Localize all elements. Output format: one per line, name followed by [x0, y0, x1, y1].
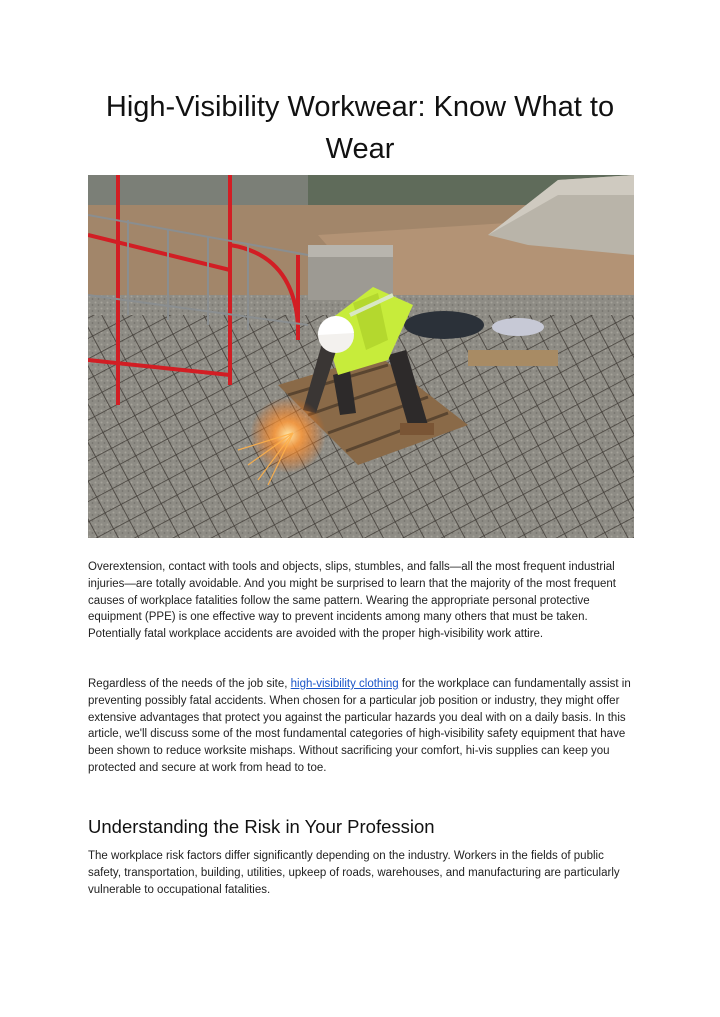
paragraph-text-after-link: for the workplace can fundamentally assist in preventing possibly fatal accidents. When chosen for a particular job position or industry, they might offer extensive advantages that protect you against the particular hazards you deal with on a daily basis. In this article, we'll discuss some of the most fundamental categories of high-visibility safety equipment that have been shown to reduce worksite mishaps. Without sacrificing your comfort, hi-vis supplies can keep you protected and secure at work from head to toe.	[88, 678, 631, 774]
risk-paragraph: The workplace risk factors differ significantly depending on the industry. Workers in the fields of public safety, transportation, building, utilities, upkeep of roads, warehouses, and manufacturing are particularly vulnerable to occupational fatalities.	[88, 850, 620, 896]
high-visibility-clothing-link[interactable]: high-visibility clothing	[290, 678, 399, 690]
hero-image	[88, 175, 634, 538]
intro-paragraph: Overextension, contact with tools and objects, slips, stumbles, and falls—all the most frequent industrial injuries—are totally avoidable. And you might be surprised to learn that the majority of the most frequent causes of workplace fatalities follow the same pattern. Wearing the appropriate personal protective equipment (PPE) is one effective way to prevent incidents among many others that must be taken. Potentially fatal workplace accidents are avoided with the proper high-visibility work attire.	[88, 561, 617, 641]
section-heading: Understanding the Risk in Your Profession	[88, 816, 435, 837]
paragraph-with-link	[88, 676, 636, 777]
paragraph-text-before-link: Regardless of the needs of the job site,	[88, 678, 291, 690]
construction-photo	[88, 175, 634, 538]
page-title: High-Visibility Workwear: Know What to Wear	[105, 91, 615, 165]
